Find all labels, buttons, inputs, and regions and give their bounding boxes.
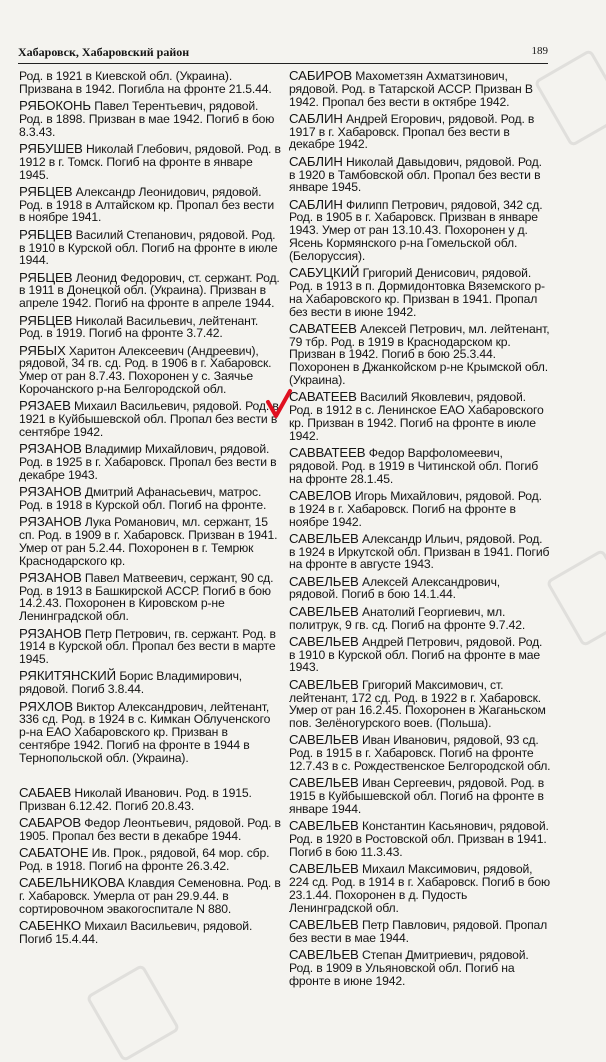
memorial-entry [19,516,281,567]
entry-details: Федор Леонтьевич, рядовой. Род. в 1905. Пропал без вести в декабре 1944. [19,816,281,843]
entry-details: Михаил Васильевич, рядовой. Род. в 1921 в Куйбышевской обл. Пропал без вести в сентябре 1942. [19,399,279,439]
memorial-entry [19,226,281,268]
entry-surname: САВЕЛЬЕВ [289,603,359,619]
entry-surname: РЯБЫХ [19,342,66,358]
left-column [19,70,281,950]
memorial-entry [19,342,281,397]
memorial-entry [19,183,281,225]
entry-details: Филипп Петрович, рядовой, 342 сд. Род. в 1905 в г. Хабаровск. Призван в январе 1943. Умер от ран 13.10.43. Похоронен у д. Ясень Кормянского р-на Гомельской обл. (Белоруссия). [289,197,543,263]
entry-surname: РЯКИТЯНСКИЙ [19,668,117,684]
entry-details: Владимир Михайлович, рядовой. Род. в 1925 в г. Хабаровск. Пропал без вести в декабре 1943. [19,442,277,482]
entry-surname: САВЕЛЬЕВ [289,775,359,791]
right-column [289,70,551,992]
entry-details: Александр Леонидович, рядовой. Род. в 1918 в Алтайском кр. Пропал без вести в ноябре 1941. [19,184,274,225]
entry-details: Виктор Александрович, лейтенант, 336 сд. Род. в 1924 в с. Кимкан Облученского р-на ЕАО Хабаровского кр. Призван в сентябре 1942. Погиб на фронте в 1944 в Тернопольской обл. (Украина). [19,699,271,765]
memorial-entry [289,487,551,529]
memorial-entry [19,443,281,481]
entry-surname: САБАЕВ [19,785,72,801]
entry-details: Харитон Алексеевич (Андреевич), рядовой, 34 гв. сд. Род. в 1906 в г. Хабаровск. Умер от ран 8.7.43. Похоронен у с. Заячье Корочанского р-на Белгородской обл. [19,343,272,397]
memorial-entry [289,196,551,263]
entry-details: Иван Иванович, рядовой, 93 сд. Род. в 1915 в г. Хабаровск. Погиб на фронте 12.7.43 в с. Рождественское Белгородской обл. [289,733,551,774]
watermark-stamp [85,964,180,1062]
entry-surname: САВЕЛЬЕВ [289,916,359,932]
entry-surname: РЯЗАНОВ [19,569,82,585]
entry-surname: САБИРОВ [289,68,353,83]
entry-details: Андрей Егорович, рядовой. Род. в 1917 в г. Хабаровск. Пропал без вести в декабре 1942. [289,111,535,152]
entry-details: Василий Степанович, рядовой. Род. в 1910 в Курской обл. Погиб на фронте в июле 1944. [19,227,278,268]
watermark-stamp [545,549,606,648]
entry-details: Клавдия Семеновна. Род. в г. Хабаровск. Умерла от ран 29.9.44. в сортировочном эвакогоспитале N 880. [19,876,281,916]
memorial-entry [289,70,551,108]
memorial-entry [289,633,551,675]
entry-surname: САБАРОВ [19,815,82,831]
entry-details: Федор Варфоломеевич, рядовой. Род. в 1919 в Читинской обл. Погиб на фронте 28.1.45. [289,446,539,486]
memorial-entry [19,847,281,873]
memorial-entry [19,920,281,946]
entry-surname: САВЕЛЬЕВ [289,946,359,962]
entry-details: Николай Глебович, рядовой. Род. в 1912 в г. Томск. Погиб на фронте в январе 1945. [19,141,281,182]
entry-details: Анатолий Георгиевич, мл. политрук, 9 гв. сд. Погиб на фронте 9.7.42. [289,604,526,632]
entry-surname: САВЕЛЬЕВ [289,633,359,649]
entry-surname: САВЕЛЬЕВ [289,530,359,546]
entry-details: Петр Павлович, рядовой. Пропал без вести в мае 1944. [289,917,548,945]
entry-surname: САБУЦКИЙ [289,265,360,281]
memorial-entry [19,100,281,138]
memorial-entry [19,817,281,843]
memorial-entry [289,391,551,442]
entry-details: Николай Давыдович, рядовой. Род. в 1920 в Тамбовской обл. Пропал без вести в январе 1945. [289,154,542,195]
entry-surname: САБЕЛЬНИКОВА [19,875,125,891]
memorial-entry [289,320,551,388]
entry-details: Дмитрий Афанасьевич, матрос. Род. в 1918 в Курской обл. Погиб на фронте. [19,485,267,512]
memorial-entry [289,916,551,945]
entry-surname: САВЕЛЬЕВ [289,573,359,589]
entry-surname: САВАТЕЕВ [289,389,357,405]
entry-details: Михаил Максимович, рядовой, 224 сд. Род. в 1914 в г. Хабаровск. Погиб в бою 23.1.44. Похоронен в д. Пудость Ленинградской обл. [289,862,550,915]
page-number: 189 [531,45,548,57]
entry-details: Иван Сергеевич, рядовой. Род. в 1915 в Куйбышевской обл. Погиб на фронте в январе 1944. [289,776,545,816]
entry-details: Павел Матвеевич, сержант, 90 сд. Род. в 1913 в Башкирской АССР. Погиб в бою 14.2.43. Похоронен в Кировском р-не Ленинградской обл. [19,570,274,624]
memorial-entry [19,269,281,311]
memorial-entry [19,70,281,96]
memorial-entry [289,676,551,731]
entry-surname: РЯБУШЕВ [19,140,83,156]
memorial-entry [289,573,551,602]
entry-surname: РЯЗАНОВ [19,484,82,500]
entry-details: Махометзян Ахматзинович, рядовой. Род. в Татарской АССР. Призван В 1942. Пропал без вести в октябре 1942. [289,69,533,109]
memorial-entry [289,946,551,988]
running-header [18,41,548,64]
entry-details: Александр Ильич, рядовой. Род. в 1924 в Иркутской обл. Призван в 1941. Погиб на фронте в августе 1943. [289,531,550,572]
entry-surname: САБЕНКО [19,918,82,934]
entry-details: Михаил Васильевич, рядовой. Погиб 15.4.44. [19,919,253,947]
memorial-entry [19,569,281,624]
memorial-entry [19,312,281,341]
entry-details: Лука Романович, мл. сержант, 15 сп. Род. в 1909 в г. Хабаровск. Призван в 1941. Умер от ран 5.2.44. Похоронен в г. Темрюк Краснодарского кр. [19,515,278,568]
entry-surname: САБАТОНЕ [19,845,89,861]
entry-surname: САВАТЕЕВ [289,320,357,336]
entry-surname: РЯХЛОВ [19,698,73,714]
entry-details: Андрей Петрович, рядовой. Род. в 1910 в Курской обл. Погиб на фронте в мае 1943. [289,634,543,675]
memorial-entry [289,820,551,858]
entry-surname: САВЕЛЬЕВ [289,676,359,692]
entry-surname: САВЕЛЬЕВ [289,861,359,877]
entry-details: Ив. Прок., рядовой, 64 мор. сбр. Род. в 1918. Погиб на фронте 26.3.42. [19,846,270,874]
memorial-entry [19,400,281,438]
entry-surname: РЯБОКОНЬ [19,98,91,114]
entry-details: Степан Дмитриевич, рядовой. Род. в 1909 в Ульяновской обл. Погиб на фронте в июне 1942. [289,947,529,988]
entry-details: Борис Владимирович, рядовой. Погиб 3.8.44. [19,669,243,697]
entry-surname: РЯЗАЕВ [19,398,71,414]
entry-details: Павел Терентьевич, рядовой. Род. в 1898. Призван в мае 1942. Погиб в бою 8.3.43. [19,99,275,139]
entry-details: Игорь Михайлович, рядовой. Род. в 1924 в г. Хабаровск. Погиб на фронте в ноябре 1942. [289,488,542,529]
entry-surname: САБЛИН [289,196,343,212]
memorial-entry [289,603,551,632]
memorial-entry [19,670,281,696]
entry-details: Николай Васильевич, лейтенант. Род. в 1919. Погиб на фронте 3.7.42. [19,313,259,341]
entry-surname: РЯЗАНОВ [19,514,82,530]
entry-details: Константин Касьянович, рядовой. Род. в 1920 в Ростовской обл. Призван в 1941. Погиб в бою 11.3.43. [289,819,549,859]
memorial-entry [289,110,551,152]
memorial-entry [289,447,551,485]
entry-surname: САВЕЛЬЕВ [289,732,359,748]
entry-details: Николай Иванович. Род. в 1915. Призван 6.12.42. Погиб 20.8.43. [19,786,252,813]
memorial-entry [289,153,551,195]
entry-surname: САБЛИН [289,110,343,126]
memorial-entry [289,267,551,318]
memorial-entry [289,777,551,815]
entry-surname: РЯБЦЕВ [19,312,73,328]
entry-details: Леонид Федорович, ст. сержант. Род. в 1911 в Донецкой обл. (Украина). Призван в апреле 1942. Погиб на фронте в апреле 1944. [19,270,280,311]
memorial-entry [19,877,281,915]
entry-surname: РЯЗАНОВ [19,441,82,457]
red-check-mark-icon [265,388,293,420]
entry-surname: РЯБЦЕВ [19,269,73,285]
memorial-entry [19,140,281,182]
header-place: Хабаровск, Хабаровский район [18,45,190,59]
entry-surname: РЯЗАНОВ [19,625,82,641]
entry-surname: САВВАТЕЕВ [289,445,366,461]
entry-details: Петр Петрович, гв. сержант. Род. в 1914 в Курской обл. Пропал без вести в марте 1945. [19,626,276,667]
entry-surname: РЯБЦЕВ [19,226,73,242]
entry-surname: САВЕЛОВ [289,487,352,503]
memorial-entry [19,698,281,765]
entry-details: Василий Яковлевич, рядовой. Род. в 1912 в с. Ленинское ЕАО Хабаровского кр. Призван в 1942. Погиб на фронте в июле 1942. [289,390,544,443]
memorial-entry [289,530,551,572]
memorial-entry [289,863,551,914]
entry-details: Род. в 1921 в Киевской обл. (Украина). Призвана в 1942. Погибла на фронте 21.5.44. [19,69,272,96]
memorial-entry [19,787,281,813]
entry-details: Алексей Петрович, мл. лейтенант, 79 тбр. Род. в 1919 в Краснодарском кр. Призван в 1942. Погиб в бою 25.3.44. Похоронен в Джанкойском р-не Крымской обл. (Украина). [289,321,550,388]
entry-surname: САБЛИН [289,153,343,169]
entry-details: Григорий Денисович, рядовой. Род. в 1913 в п. Дормидонтовка Вяземского р-на Хабаровского кр. Призван в 1941. Пропал без вести в июне 1942. [289,266,545,319]
entry-surname: РЯБЦЕВ [19,183,73,199]
entry-details: Алексей Александрович, рядовой. Погиб в бою 14.1.44. [289,574,500,602]
entry-surname: САВЕЛЬЕВ [289,818,359,834]
memorial-entry [289,734,551,772]
entry-details: Григорий Максимович, ст. лейтенант, 172 сд. Род. в 1922 в г. Хабаровск. Умер от ран 16.2.45. Похоронен в Жаганьском пов. Зелёногурского воев. (Польша). [289,677,546,731]
memorial-entry [19,625,281,667]
memorial-entry [19,486,281,512]
